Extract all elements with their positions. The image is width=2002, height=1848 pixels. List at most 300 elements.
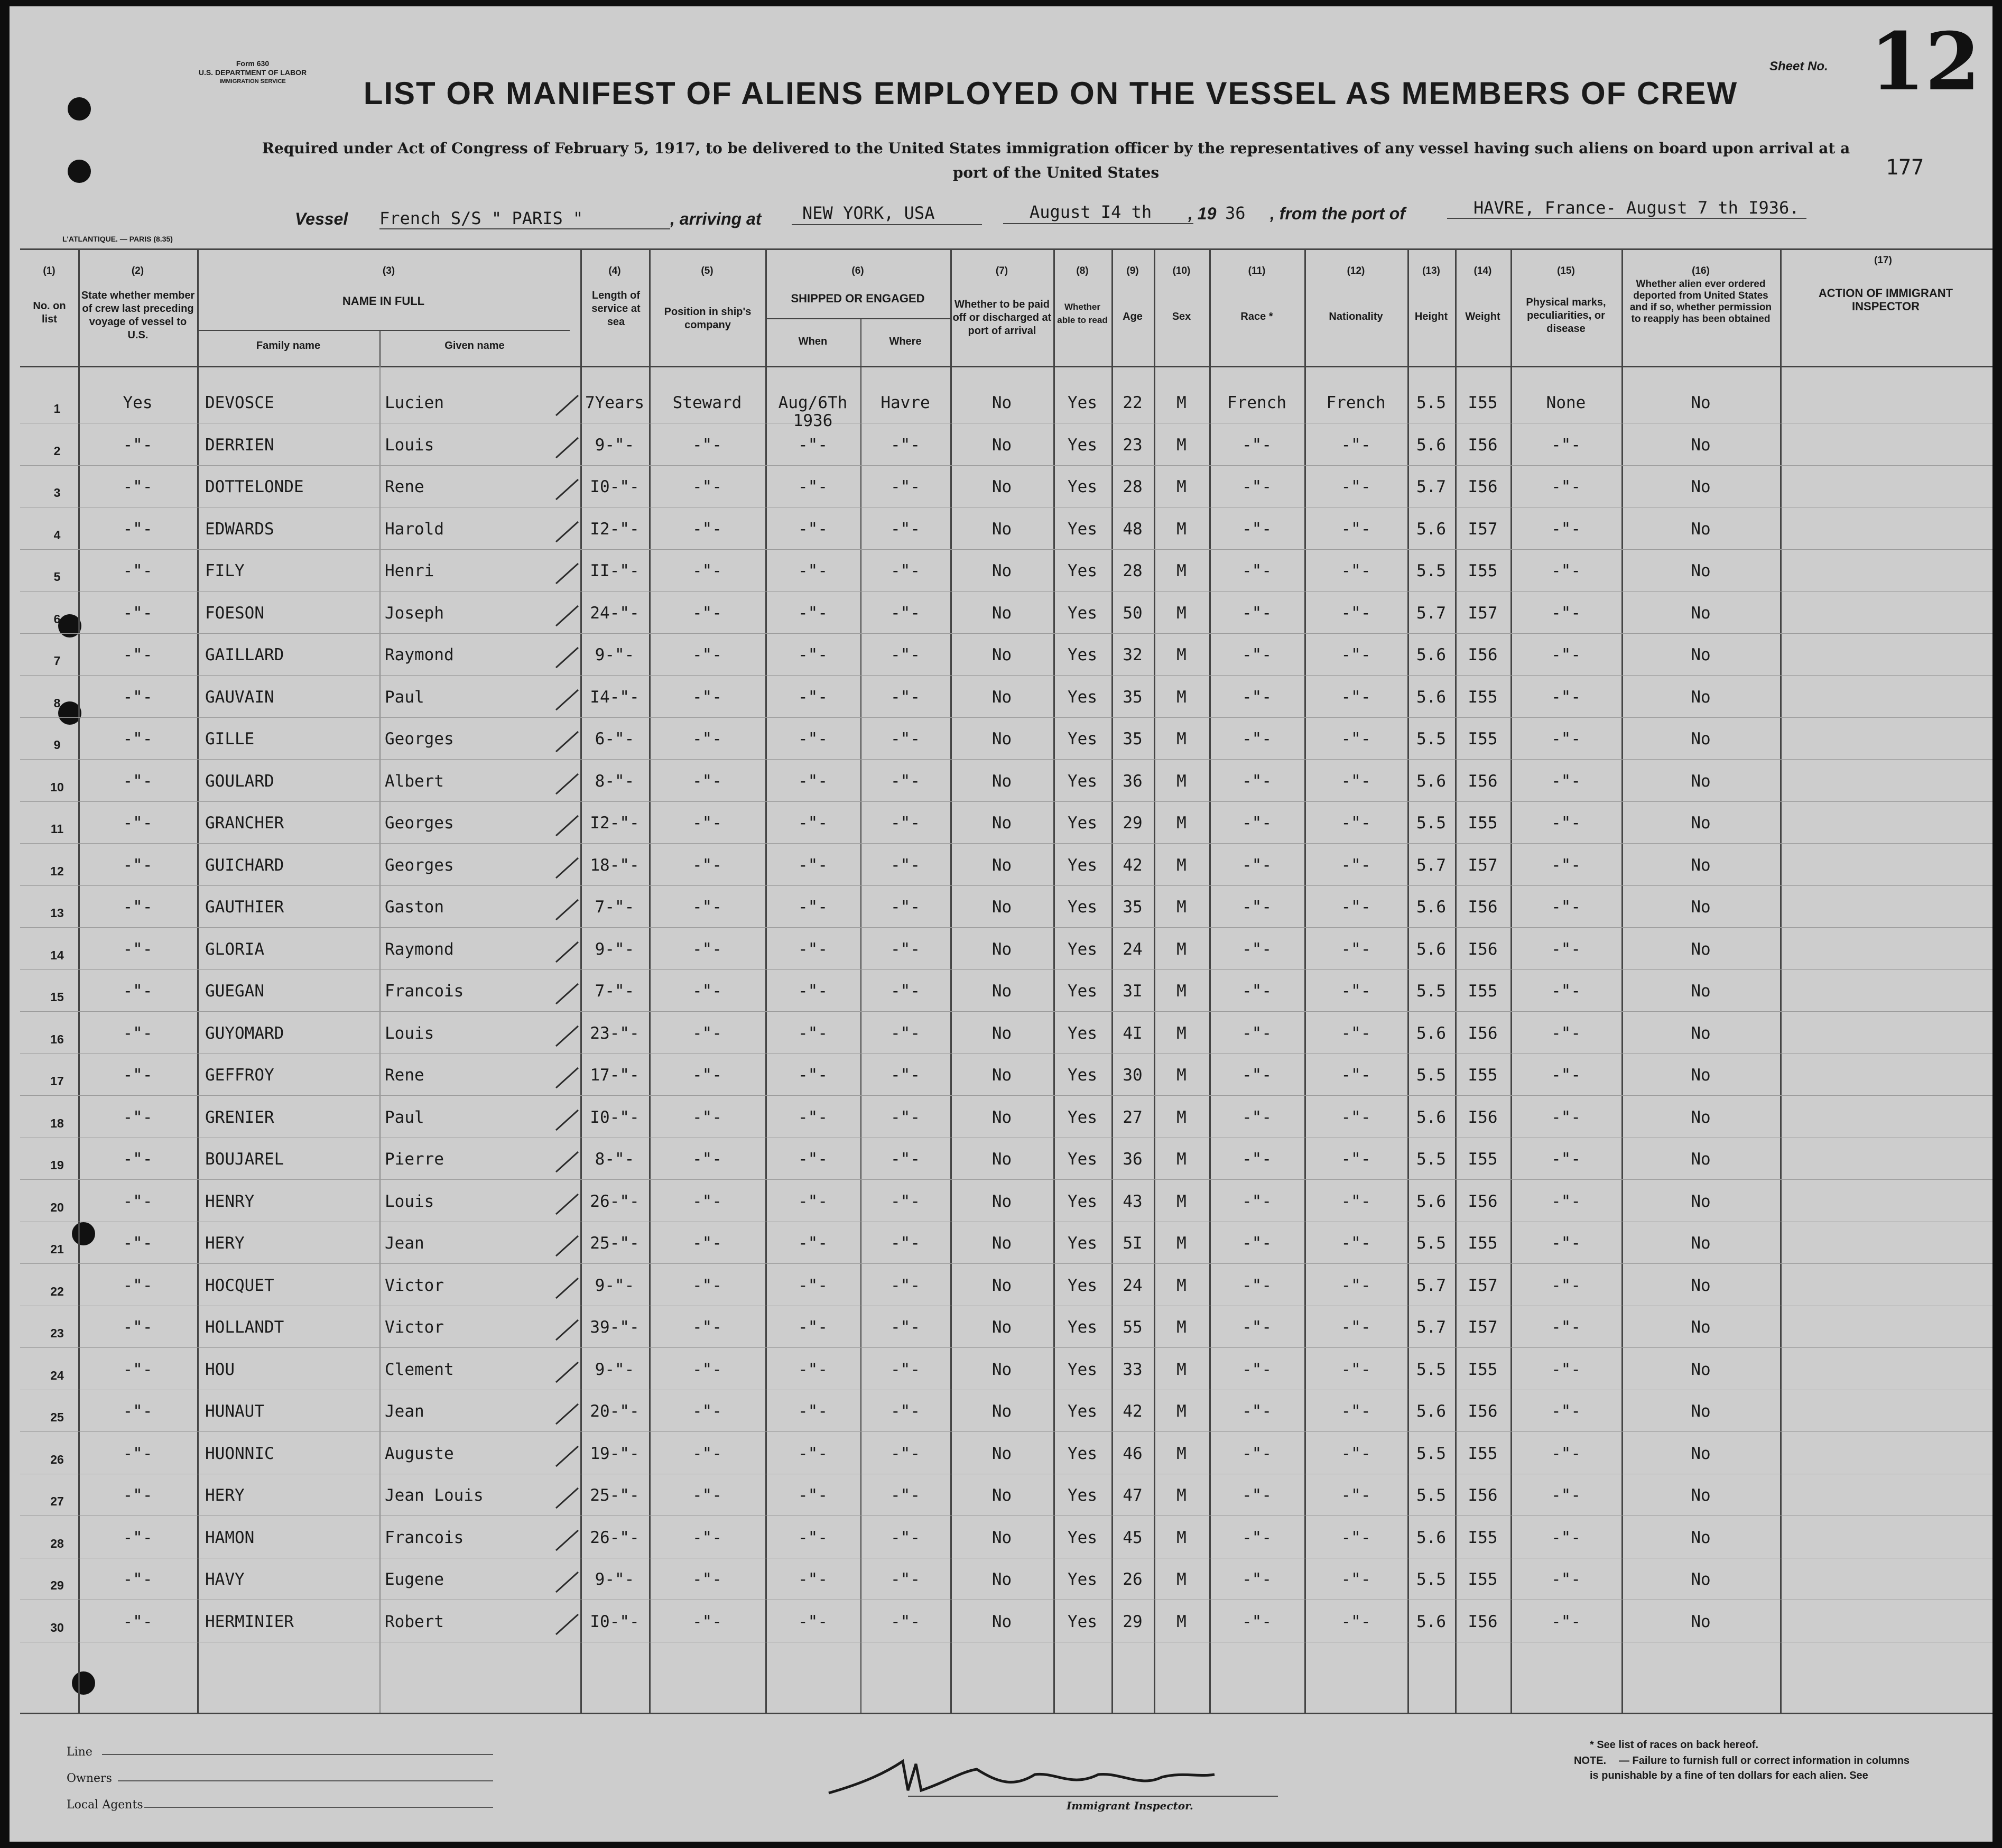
cell-paid: No <box>991 771 1012 791</box>
cell-paid: No <box>991 393 1012 412</box>
cell-service: 7Years <box>585 393 644 412</box>
row-divider <box>20 927 1992 928</box>
cell-height: 5.7 <box>1416 855 1446 875</box>
cell-marks: -"- <box>1551 687 1581 707</box>
cell-weight: I55 <box>1468 1528 1498 1547</box>
cell-service: 9-"- <box>595 645 635 664</box>
cell-marks: -"- <box>1551 1066 1581 1085</box>
race-note: * See list of races on back hereof. <box>1590 1739 1759 1751</box>
cell-given: Robert <box>385 1612 444 1631</box>
cell-deported: No <box>1691 1234 1711 1253</box>
cell-paid: No <box>991 1360 1012 1379</box>
cell-deported: No <box>1691 939 1711 959</box>
cell-marks: -"- <box>1551 1486 1581 1505</box>
cell-race: -"- <box>1242 603 1272 623</box>
col-12-number: (12) <box>1347 265 1365 276</box>
col-4-number: (4) <box>608 265 621 276</box>
cell-nationality: -"- <box>1341 982 1371 1001</box>
cell-paid: No <box>991 939 1012 959</box>
cell-age: 43 <box>1123 1191 1143 1211</box>
check-mark-icon <box>554 1359 580 1385</box>
col-7-number: (7) <box>995 265 1008 276</box>
cell-age: 24 <box>1123 939 1143 959</box>
cell-paid: No <box>991 1150 1012 1169</box>
cell-marks: -"- <box>1551 1276 1581 1295</box>
cell-family: FOESON <box>205 603 264 623</box>
cell-deported: No <box>1691 855 1711 875</box>
arrival-year: 36 <box>1225 203 1246 223</box>
check-mark-icon <box>554 939 580 965</box>
cell-service: I0-"- <box>590 1107 639 1127</box>
cell-race: -"- <box>1242 898 1272 917</box>
cell-read: Yes <box>1068 1570 1097 1589</box>
cell-family: GRANCHER <box>205 814 284 833</box>
cell-family: GEFFROY <box>205 1066 274 1085</box>
cell-paid: No <box>991 1570 1012 1589</box>
cell-nationality: -"- <box>1341 1276 1371 1295</box>
cell-weight: I56 <box>1468 1107 1498 1127</box>
cell-height: 5.7 <box>1416 477 1446 496</box>
cell-nationality: -"- <box>1341 561 1371 580</box>
cell-age: 27 <box>1123 1107 1143 1127</box>
cell-family: HOU <box>205 1360 235 1379</box>
row-number: 23 <box>50 1326 64 1340</box>
cell-position: -"- <box>692 1191 722 1211</box>
printer-mark: L'ATLANTIQUE. — PARIS (8.35) <box>62 235 173 243</box>
cell-service: 25-"- <box>590 1486 639 1505</box>
cell-where: -"- <box>891 1444 920 1463</box>
cell-position: -"- <box>692 1276 722 1295</box>
cell-sex: M <box>1176 1402 1187 1421</box>
row-number: 25 <box>50 1410 64 1424</box>
cell-nationality: -"- <box>1341 1318 1371 1337</box>
cell-height: 5.6 <box>1416 1191 1446 1211</box>
cell-height: 5.5 <box>1416 729 1446 749</box>
cell-deported: No <box>1691 1444 1711 1463</box>
row-divider <box>20 1431 1992 1432</box>
check-mark-icon <box>554 1401 580 1427</box>
cell-sex: M <box>1176 982 1187 1001</box>
cell-nationality: -"- <box>1341 603 1371 623</box>
cell-prev: -"- <box>123 477 153 496</box>
cell-marks: -"- <box>1551 1360 1581 1379</box>
cell-where: -"- <box>891 1570 920 1589</box>
check-mark-icon <box>554 1107 580 1133</box>
cell-family: GUEGAN <box>205 982 264 1001</box>
cell-read: Yes <box>1068 561 1097 580</box>
cell-prev: -"- <box>123 771 153 791</box>
cell-weight: I55 <box>1468 1360 1498 1379</box>
cell-when: -"- <box>798 687 828 707</box>
check-mark-icon <box>554 1233 580 1259</box>
cell-service: 9-"- <box>595 1276 635 1295</box>
col-2-number: (2) <box>131 265 144 276</box>
cell-position: -"- <box>692 898 722 917</box>
cell-deported: No <box>1691 1150 1711 1169</box>
cell-marks: -"- <box>1551 603 1581 623</box>
cell-sex: M <box>1176 898 1187 917</box>
cell-family: GUICHARD <box>205 855 284 875</box>
cell-read: Yes <box>1068 939 1097 959</box>
row-divider <box>20 591 1992 592</box>
cell-deported: No <box>1691 982 1711 1001</box>
cell-where: -"- <box>891 1023 920 1043</box>
cell-marks: -"- <box>1551 814 1581 833</box>
cell-service: I0-"- <box>590 477 639 496</box>
cell-when: -"- <box>798 1107 828 1127</box>
subtitle-line1: Required under Act of Congress of February 5, 1917, to be delivered to the United States immigration officer by the representatives of any vessel having such aliens on board upon arrival at a <box>262 140 1850 157</box>
cell-sex: M <box>1176 814 1187 833</box>
cell-age: 26 <box>1123 1570 1143 1589</box>
cell-sex: M <box>1176 1191 1187 1211</box>
row-number: 16 <box>50 1032 64 1046</box>
cell-read: Yes <box>1068 982 1097 1001</box>
cell-position: -"- <box>692 982 722 1001</box>
from-label: , from the port of <box>1270 204 1405 223</box>
cell-race: -"- <box>1242 1234 1272 1253</box>
cell-read: Yes <box>1068 519 1097 539</box>
cell-weight: I57 <box>1468 1318 1498 1337</box>
cell-read: Yes <box>1068 477 1097 496</box>
cell-marks: -"- <box>1551 1528 1581 1547</box>
check-mark-icon <box>554 771 580 797</box>
cell-where: -"- <box>891 855 920 875</box>
cell-service: 7-"- <box>595 982 635 1001</box>
cell-prev: -"- <box>123 435 153 455</box>
cell-age: 42 <box>1123 855 1143 875</box>
cell-service: 23-"- <box>590 1023 639 1043</box>
cell-position: -"- <box>692 603 722 623</box>
cell-position: -"- <box>692 1612 722 1631</box>
row-number: 26 <box>50 1452 64 1466</box>
cell-weight: I56 <box>1468 1191 1498 1211</box>
cell-nationality: -"- <box>1341 1528 1371 1547</box>
cell-where: -"- <box>891 1150 920 1169</box>
cell-paid: No <box>991 519 1012 539</box>
row-number: 5 <box>53 570 61 584</box>
cell-when: -"- <box>798 898 828 917</box>
cell-race: -"- <box>1242 729 1272 749</box>
cell-sex: M <box>1176 477 1187 496</box>
row-number: 1 <box>53 402 61 415</box>
cell-race: -"- <box>1242 645 1272 664</box>
cell-paid: No <box>991 645 1012 664</box>
cell-marks: -"- <box>1551 729 1581 749</box>
cell-position: -"- <box>692 1360 722 1379</box>
page-number: 177 <box>1886 155 1924 180</box>
cell-given: Louis <box>385 1023 434 1043</box>
form-identifier <box>173 59 332 86</box>
cell-position: Steward <box>672 393 742 412</box>
row-number: 30 <box>50 1620 64 1634</box>
cell-height: 5.5 <box>1416 1360 1446 1379</box>
row-divider <box>20 801 1992 802</box>
cell-given: Eugene <box>385 1570 444 1589</box>
cell-prev: -"- <box>123 1191 153 1211</box>
row-divider <box>20 549 1992 550</box>
cell-given: Louis <box>385 1191 434 1211</box>
cell-given: Raymond <box>385 939 454 959</box>
row-number: 10 <box>50 780 64 794</box>
cell-race: -"- <box>1242 687 1272 707</box>
cell-paid: No <box>991 603 1012 623</box>
cell-read: Yes <box>1068 603 1097 623</box>
cell-when: -"- <box>798 477 828 496</box>
cell-weight: I56 <box>1468 1612 1498 1631</box>
cell-read: Yes <box>1068 771 1097 791</box>
cell-age: 5I <box>1123 1234 1143 1253</box>
cell-when: -"- <box>798 1234 828 1253</box>
cell-service: II-"- <box>590 561 639 580</box>
cell-prev: -"- <box>123 1570 153 1589</box>
cell-weight: I55 <box>1468 1444 1498 1463</box>
cell-service: 19-"- <box>590 1444 639 1463</box>
cell-paid: No <box>991 1276 1012 1295</box>
cell-sex: M <box>1176 729 1187 749</box>
cell-given: Francois <box>385 1528 464 1547</box>
cell-age: 35 <box>1123 687 1143 707</box>
local-agents-label: Local Agents <box>67 1798 143 1812</box>
check-mark-icon <box>554 644 580 671</box>
cell-marks: -"- <box>1551 1612 1581 1631</box>
cell-read: Yes <box>1068 1612 1097 1631</box>
cell-when: -"- <box>798 561 828 580</box>
cell-position: -"- <box>692 729 722 749</box>
cell-when: -"- <box>798 1066 828 1085</box>
cell-when: -"- <box>798 1191 828 1211</box>
cell-paid: No <box>991 814 1012 833</box>
cell-weight: I56 <box>1468 1023 1498 1043</box>
cell-when: -"- <box>798 729 828 749</box>
cell-age: 22 <box>1123 393 1143 412</box>
cell-weight: I55 <box>1468 1570 1498 1589</box>
col-3-given-header: Given name <box>444 340 505 352</box>
col-6-header: SHIPPED OR ENGAGED <box>791 292 925 305</box>
cell-marks: -"- <box>1551 771 1581 791</box>
cell-paid: No <box>991 1107 1012 1127</box>
col-3-family-header: Family name <box>256 340 321 352</box>
cell-where: -"- <box>891 1066 920 1085</box>
cell-family: GUYOMARD <box>205 1023 284 1043</box>
cell-deported: No <box>1691 814 1711 833</box>
cell-sex: M <box>1176 1023 1187 1043</box>
check-mark-icon <box>554 855 580 881</box>
cell-race: -"- <box>1242 1191 1272 1211</box>
cell-race: -"- <box>1242 1107 1272 1127</box>
cell-height: 5.5 <box>1416 1570 1446 1589</box>
cell-sex: M <box>1176 1234 1187 1253</box>
row-number: 22 <box>50 1284 64 1298</box>
cell-weight: I56 <box>1468 898 1498 917</box>
cell-age: 28 <box>1123 561 1143 580</box>
col-16-header: Whether alien ever ordered deported from United States and if so, whether permission to reapply has been obtained <box>1629 279 1772 325</box>
cell-family: HUNAUT <box>205 1402 264 1421</box>
arriving-label: , arriving at <box>670 209 762 228</box>
cell-read: Yes <box>1068 435 1097 455</box>
cell-when: -"- <box>798 1150 828 1169</box>
row-number: 2 <box>53 443 61 458</box>
col-6-where-header: Where <box>889 336 922 347</box>
cell-service: 8-"- <box>595 771 635 791</box>
cell-height: 5.5 <box>1416 1444 1446 1463</box>
row-divider <box>20 1179 1992 1180</box>
cell-age: 30 <box>1123 1066 1143 1085</box>
cell-race: -"- <box>1242 1612 1272 1631</box>
cell-race: -"- <box>1242 1276 1272 1295</box>
cell-family: HERY <box>205 1234 245 1253</box>
cell-paid: No <box>991 898 1012 917</box>
cell-position: -"- <box>692 477 722 496</box>
cell-race: -"- <box>1242 1318 1272 1337</box>
cell-read: Yes <box>1068 1150 1097 1169</box>
cell-age: 36 <box>1123 1150 1143 1169</box>
cell-deported: No <box>1691 1360 1711 1379</box>
cell-sex: M <box>1176 1570 1187 1589</box>
cell-age: 3I <box>1123 982 1143 1001</box>
cell-nationality: -"- <box>1341 1612 1371 1631</box>
cell-nationality: -"- <box>1341 1402 1371 1421</box>
punch-hole <box>68 97 91 121</box>
cell-when-year: 1936 <box>793 411 833 430</box>
cell-height: 5.5 <box>1416 393 1446 412</box>
col-14-number: (14) <box>1473 265 1492 276</box>
cell-marks: -"- <box>1551 939 1581 959</box>
cell-read: Yes <box>1068 1444 1097 1463</box>
cell-height: 5.7 <box>1416 1276 1446 1295</box>
cell-prev: -"- <box>123 1023 153 1043</box>
cell-sex: M <box>1176 1318 1187 1337</box>
cell-position: -"- <box>692 814 722 833</box>
cell-paid: No <box>991 729 1012 749</box>
cell-paid: No <box>991 855 1012 875</box>
cell-marks: -"- <box>1551 1023 1581 1043</box>
cell-given: Jean <box>385 1402 424 1421</box>
cell-age: 36 <box>1123 771 1143 791</box>
cell-read: Yes <box>1068 1318 1097 1337</box>
cell-family: HAVY <box>205 1570 245 1589</box>
punch-hole <box>72 1671 95 1695</box>
cell-position: -"- <box>692 1023 722 1043</box>
vessel-value: French S/S " PARIS " <box>379 208 583 228</box>
cell-when: -"- <box>798 645 828 664</box>
cell-prev: -"- <box>123 898 153 917</box>
check-mark-icon <box>554 1611 580 1638</box>
cell-read: Yes <box>1068 1023 1097 1043</box>
cell-where: -"- <box>891 1318 920 1337</box>
cell-given: Gaston <box>385 898 444 917</box>
col-5-header: Position in ship's company <box>664 306 752 331</box>
cell-sex: M <box>1176 687 1187 707</box>
cell-family: GAILLARD <box>205 645 284 664</box>
cell-service: 8-"- <box>595 1150 635 1169</box>
cell-read: Yes <box>1068 814 1097 833</box>
cell-service: 39-"- <box>590 1318 639 1337</box>
cell-nationality: -"- <box>1341 477 1371 496</box>
cell-prev: -"- <box>123 855 153 875</box>
cell-given: Henri <box>385 561 434 580</box>
row-number: 20 <box>50 1200 64 1214</box>
cell-where: -"- <box>891 645 920 664</box>
cell-age: 28 <box>1123 477 1143 496</box>
cell-deported: No <box>1691 1191 1711 1211</box>
cell-deported: No <box>1691 1066 1711 1085</box>
cell-height: 5.6 <box>1416 1107 1446 1127</box>
cell-family: GOULARD <box>205 771 274 791</box>
row-number: 19 <box>50 1158 64 1172</box>
row-divider <box>20 969 1992 970</box>
cell-given: Lucien <box>385 393 444 412</box>
check-mark-icon <box>554 560 580 587</box>
cell-height: 5.6 <box>1416 645 1446 664</box>
cell-race: -"- <box>1242 939 1272 959</box>
cell-service: 26-"- <box>590 1528 639 1547</box>
cell-prev: -"- <box>123 1444 153 1463</box>
row-divider <box>20 675 1992 676</box>
cell-where: -"- <box>891 1612 920 1631</box>
cell-service: I0-"- <box>590 1612 639 1631</box>
col-3-header: NAME IN FULL <box>342 294 425 308</box>
cell-age: 29 <box>1123 814 1143 833</box>
cell-read: Yes <box>1068 687 1097 707</box>
cell-prev: -"- <box>123 729 153 749</box>
check-mark-icon <box>554 687 580 713</box>
cell-nationality: -"- <box>1341 1107 1371 1127</box>
cell-prev: -"- <box>123 1528 153 1547</box>
cell-where: -"- <box>891 1276 920 1295</box>
cell-prev: -"- <box>123 939 153 959</box>
cell-height: 5.7 <box>1416 603 1446 623</box>
vessel-label: Vessel <box>295 209 348 228</box>
col-8-number: (8) <box>1076 265 1089 276</box>
cell-height: 5.5 <box>1416 1234 1446 1253</box>
cell-weight: I57 <box>1468 603 1498 623</box>
cell-marks: -"- <box>1551 982 1581 1001</box>
cell-age: 23 <box>1123 435 1143 455</box>
cell-nationality: -"- <box>1341 898 1371 917</box>
cell-deported: No <box>1691 645 1711 664</box>
row-number: 18 <box>50 1116 64 1130</box>
check-mark-icon <box>554 392 580 419</box>
cell-read: Yes <box>1068 645 1097 664</box>
cell-paid: No <box>991 1023 1012 1043</box>
page-title: LIST OR MANIFEST OF ALIENS EMPLOYED ON THE VESSEL AS MEMBERS OF CREW <box>363 76 1738 111</box>
cell-where: -"- <box>891 1402 920 1421</box>
sheet-number: 12 <box>1870 15 1980 108</box>
row-divider <box>20 1347 1992 1348</box>
cell-sex: M <box>1176 603 1187 623</box>
cell-family: EDWARDS <box>205 519 274 539</box>
cell-read: Yes <box>1068 1486 1097 1505</box>
cell-height: 5.6 <box>1416 1023 1446 1043</box>
cell-sex: M <box>1176 1107 1187 1127</box>
cell-weight: I56 <box>1468 939 1498 959</box>
cell-height: 5.5 <box>1416 561 1446 580</box>
cell-family: HUONNIC <box>205 1444 274 1463</box>
cell-family: HOLLANDT <box>205 1318 284 1337</box>
cell-where: -"- <box>891 477 920 496</box>
check-mark-icon <box>554 812 580 839</box>
cell-height: 5.6 <box>1416 771 1446 791</box>
cell-prev: -"- <box>123 1612 153 1631</box>
cell-when: -"- <box>798 771 828 791</box>
cell-weight: I57 <box>1468 1276 1498 1295</box>
cell-weight: I55 <box>1468 561 1498 580</box>
cell-deported: No <box>1691 1318 1711 1337</box>
check-mark-icon <box>554 728 580 755</box>
cell-family: HERMINIER <box>205 1612 294 1631</box>
cell-given: Victor <box>385 1276 444 1295</box>
col-10-header: Sex <box>1172 311 1191 322</box>
